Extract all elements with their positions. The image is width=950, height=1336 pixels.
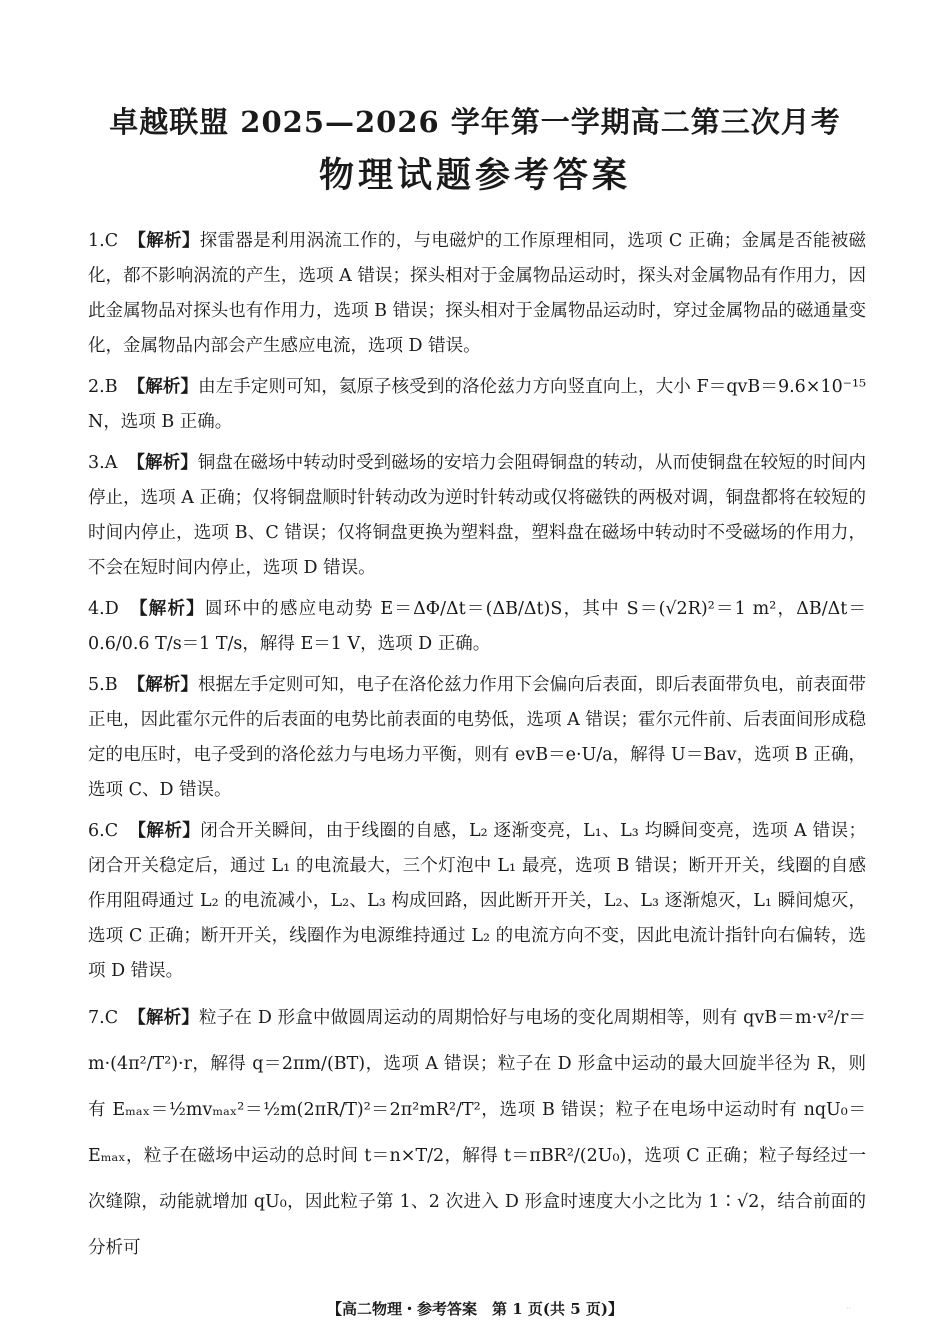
item-text: 粒子在 D 形盒中做圆周运动的周期恰好与电场的变化周期相等，则有 qvB＝m·v²/r＝m·(4π²/T²)·r，解得 q＝2πm/(BT)，选项 A 错误；粒子在 D 形盒中运动的最大回旋半径为 R，则有 Eₘₐₓ＝½mvₘₐₓ²＝½m(2πR/T)²＝2π²mR²/T²，选项 B 错误；粒子在电场中运动时有 nqU₀＝Eₘₐₓ，粒子在磁场中运动的总时间 t＝n×T/2，解得 t＝πBR²/(2U₀)，选项 C 正确；粒子每经过一次缝隙，动能就增加 qU₀，因此粒子第 1、2 次进入 D 形盒时速度大小之比为 1∶√2，结合前面的分析可	[88, 1008, 866, 1258]
item-number: 2.	[88, 377, 105, 397]
scan-mark: ··	[846, 1304, 852, 1313]
item-answer: D	[104, 599, 119, 619]
page-title: 卓越联盟 2025—2026 学年第一学期高二第三次月考	[109, 105, 841, 139]
item-tag: 【解析】	[128, 231, 200, 251]
item-answer: B	[104, 377, 118, 397]
answer-item-2	[88, 370, 866, 440]
answer-item-5	[88, 668, 866, 808]
item-number: 1.	[88, 231, 105, 251]
item-answer: C	[104, 231, 119, 251]
answer-list	[88, 224, 866, 1277]
item-tag: 【解析】	[128, 821, 201, 841]
item-text: 圆环中的感应电动势 E＝ΔΦ/Δt＝(ΔB/Δt)S，其中 S＝(√2R)²＝1 m²，ΔB/Δt＝0.6/0.6 T/s＝1 T/s，解得 E＝1 V，选项 D 正确。	[88, 599, 867, 654]
item-text: 探雷器是利用涡流工作的，与电磁炉的工作原理相同，选项 C 正确；金属是否能被磁化，都不影响涡流的产生，选项 A 错误；探头相对于金属物品运动时，探头对金属物品有作用力，因此金属物品对探头也有作用力，选项 B 错误；探头相对于金属物品运动时，穿过金属物品的磁通量变化，金属物品内部会产生感应电流，选项 D 错误。	[88, 231, 867, 356]
item-text: 根据左手定则可知，电子在洛伦兹力作用下会偏向后表面，即后表面带负电，前表面带正电，因此霍尔元件的后表面的电势比前表面的电势低，选项 A 错误；霍尔元件前、后表面间形成稳定的电压时，电子受到的洛伦兹力与电场力平衡，则有 evB＝e·U/a，解得 U＝Bav，选项 B 正确，选项 C、D 错误。	[88, 675, 867, 800]
item-tag: 【解析】	[127, 377, 199, 397]
item-tag: 【解析】	[127, 675, 198, 695]
item-number: 5.	[88, 675, 105, 695]
item-tag: 【解析】	[128, 599, 205, 619]
item-text: 铜盘在磁场中转动时受到磁场的安培力会阻碍铜盘的转动，从而使铜盘在较短的时间内停止，选项 A 正确；仅将铜盘顺时针转动改为逆时针转动或仅将磁铁的两极对调，铜盘都将在较短的时间内停止，选项 B、C 错误；仅将铜盘更换为塑料盘，塑料盘在磁场中转动时不受磁场的作用力，不会在短时间内停止，选项 D 错误。	[88, 453, 866, 578]
answer-item-6	[88, 814, 866, 989]
item-number: 7.	[88, 1008, 105, 1028]
page-subtitle: 物理试题参考答案	[318, 155, 631, 196]
page-footer: 【高二物理・参考答案 第 1 页(共 5 页)】	[327, 1300, 623, 1318]
item-answer: B	[104, 675, 118, 695]
item-tag: 【解析】	[127, 453, 198, 473]
item-answer: A	[104, 453, 118, 473]
item-number: 3.	[88, 453, 105, 473]
item-number: 6.	[88, 821, 105, 841]
item-text: 闭合开关瞬间，由于线圈的自感，L₂ 逐渐变亮，L₁、L₃ 均瞬间变亮，选项 A 错误；闭合开关稳定后，通过 L₁ 的电流最大，三个灯泡中 L₁ 最亮，选项 B 错误；断开开关，线圈的自感作用阻碍通过 L₂ 的电流减小，L₂、L₃ 构成回路，因此断开开关，L₂、L₃ 逐渐熄灭，L₁ 瞬间熄灭，选项 C 正确；断开开关，线圈作为电源维持通过 L₂ 的电流方向不变，因此电流计指针向右偏转，选项 D 错误。	[88, 821, 867, 981]
item-answer: C	[104, 821, 119, 841]
item-answer: C	[104, 1008, 119, 1028]
answer-item-7	[88, 995, 866, 1271]
answer-item-4	[88, 592, 866, 662]
item-text: 由左手定则可知，氦原子核受到的洛伦兹力方向竖直向上，大小 F＝qvB＝9.6×10⁻¹⁵ N，选项 B 正确。	[88, 377, 867, 432]
item-tag: 【解析】	[128, 1008, 200, 1028]
item-number: 4.	[88, 599, 105, 619]
answer-item-3	[88, 446, 866, 586]
answer-item-1	[88, 224, 866, 364]
